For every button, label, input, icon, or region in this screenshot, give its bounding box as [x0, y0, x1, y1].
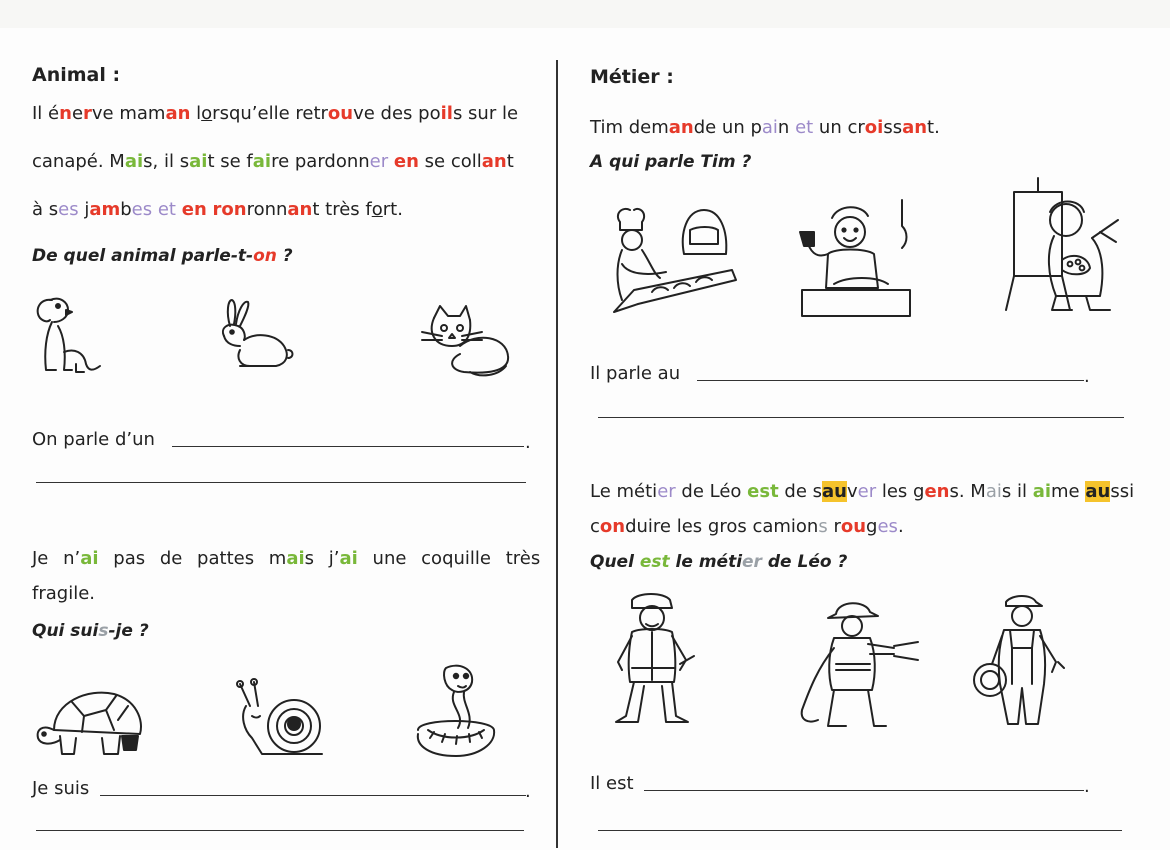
animal-question-2: Qui suis-je ?: [32, 621, 149, 641]
metier-answer-1-label: Il parle au: [590, 363, 681, 384]
butcher-icon: [798, 198, 916, 320]
metier-heading: Métier :: [590, 66, 674, 88]
animal-answer-1-line[interactable]: [172, 446, 524, 447]
cat-icon: [420, 302, 516, 378]
baker-icon: [608, 204, 738, 324]
metier-text-1: Tim demande un pain et un croissant.: [590, 117, 940, 138]
period: .: [1084, 776, 1090, 797]
animal-answer-1-label: On parle d’un: [32, 429, 155, 450]
animal-text-2-line-2: fragile.: [32, 583, 95, 604]
animal-answer-1-line-2[interactable]: [36, 482, 526, 483]
animal-text-2-line-1: Je n’ai pas de pattes mais j’ai une coquille très: [32, 548, 541, 569]
animal-text-line-2: canapé. Mais, il sait se faire pardonner en se collant: [32, 151, 514, 172]
metier-answer-2-line-2[interactable]: [598, 830, 1122, 831]
police-officer-icon: [610, 590, 696, 726]
dog-icon: [30, 292, 110, 378]
firefighter-icon: [798, 598, 922, 732]
painter-icon: [1000, 176, 1124, 312]
animal-answer-2-line-2[interactable]: [36, 830, 524, 831]
metier-answer-1-line-2[interactable]: [598, 417, 1124, 418]
period: .: [1084, 366, 1090, 387]
animal-answer-2-label: Je suis: [32, 778, 90, 799]
metier-answer-2-label: Il est: [590, 773, 634, 794]
snail-icon: [232, 676, 332, 762]
tortoise-icon: [32, 680, 150, 760]
metier-question-2: Quel est le métier de Léo ?: [590, 552, 848, 572]
animal-heading: Animal :: [32, 64, 121, 86]
snake-icon: [408, 660, 504, 766]
metier-text-2-line-2: conduire les gros camions rouges.: [590, 516, 904, 537]
rabbit-icon: [210, 296, 298, 372]
column-divider: [556, 60, 558, 848]
animal-answer-2-line[interactable]: [100, 795, 526, 796]
animal-text-line-1: Il énerve maman lorsqu’elle retrouve des poils sur le: [32, 103, 519, 124]
metier-answer-1-line[interactable]: [697, 380, 1084, 381]
metier-text-2-line-1: Le métier de Léo est de sauver les gens. Mais il aime aussi: [590, 481, 1135, 502]
animal-text-line-3: à ses jambes et en ronronnant très fort.: [32, 199, 403, 220]
animal-question-1: De quel animal parle-t-on ?: [32, 246, 293, 266]
period: .: [525, 781, 531, 802]
mechanic-icon: [972, 592, 1068, 728]
metier-question-1: A qui parle Tim ?: [590, 152, 752, 172]
metier-answer-2-line[interactable]: [644, 790, 1084, 791]
period: .: [525, 432, 531, 453]
